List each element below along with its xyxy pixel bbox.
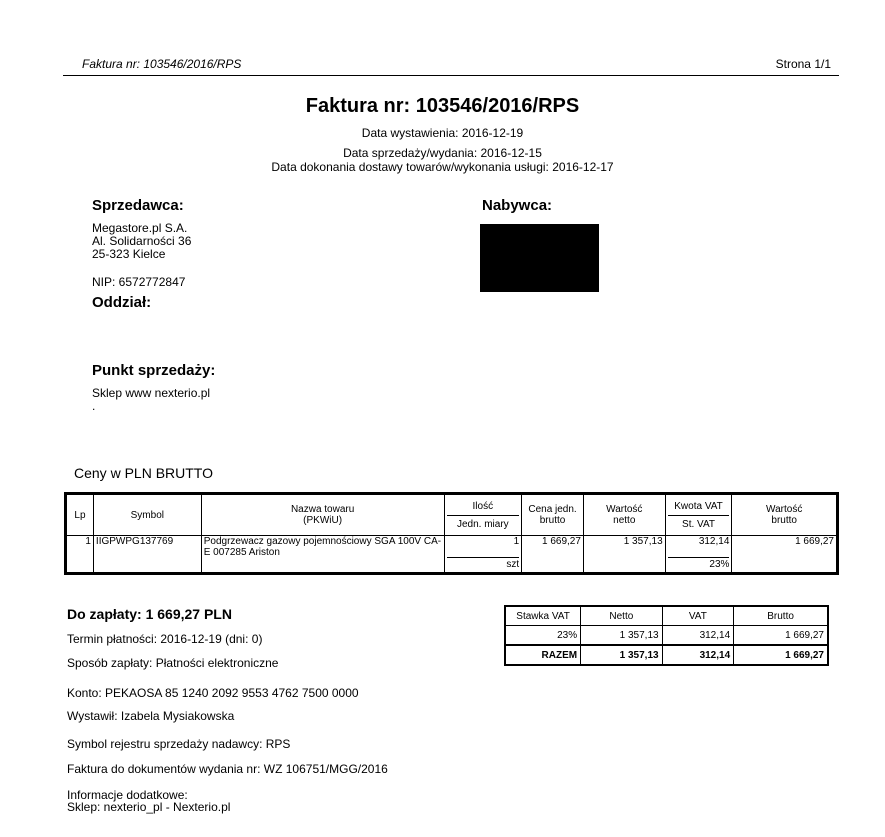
- amount-due: Do zapłaty: 1 669,27 PLN: [67, 606, 232, 622]
- col-name: Nazwa towaru (PKWiU): [201, 494, 444, 536]
- header-invoice-number: Faktura nr: 103546/2016/RPS: [82, 57, 242, 71]
- invoice-title: Faktura nr: 103546/2016/RPS: [305, 95, 580, 117]
- delivery-date: Data dokonania dostawy towarów/wykonania usługi: 2016-12-17: [271, 160, 614, 174]
- table-row: [66, 536, 838, 574]
- issue-date: Data wystawienia: 2016-12-19: [361, 126, 524, 140]
- bank-account: Konto: PEKAOSA 85 1240 2092 9553 4762 7500 0000: [67, 686, 359, 700]
- row-lp: 1: [66, 536, 94, 574]
- redacted-buyer-block: [480, 224, 599, 292]
- row-name: Podgrzewacz gazowy pojemnościowy SGA 100V CA-E 007285 Ariston: [201, 536, 444, 574]
- payment-method: Sposób zapłaty: Płatności elektroniczne: [67, 656, 279, 670]
- col-lp: Lp: [66, 494, 94, 536]
- buyer-heading: Nabywca:: [482, 197, 553, 214]
- row-qty: 1 szt: [444, 536, 522, 574]
- header-page-number: Strona 1/1: [775, 57, 831, 71]
- payment-due-date: Termin płatności: 2016-12-19 (dni: 0): [67, 632, 263, 646]
- seller-name: Megastore.pl S.A.: [92, 221, 188, 235]
- row-gross: 1 669,27: [732, 536, 838, 574]
- vat-summary-table: [504, 605, 829, 666]
- vat-row-vat: 312,14: [662, 626, 734, 646]
- vat-col-gross: Brutto: [734, 606, 828, 626]
- vat-row: [505, 626, 828, 646]
- col-net: Wartość netto: [583, 494, 665, 536]
- vat-col-vat: VAT: [662, 606, 734, 626]
- vat-col-rate: Stawka VAT: [505, 606, 581, 626]
- vat-col-net: Netto: [581, 606, 662, 626]
- vat-total-gross: 1 669,27: [734, 645, 828, 665]
- issued-by: Wystawił: Izabela Mysiakowska: [67, 709, 235, 723]
- items-header-row: [66, 494, 838, 536]
- seller-street: Al. Solidarności 36: [92, 234, 192, 248]
- additional-info: [67, 789, 230, 813]
- vat-row-rate: 23%: [505, 626, 581, 646]
- col-gross: Wartość brutto: [732, 494, 838, 536]
- point-of-sale-heading: Punkt sprzedaży:: [92, 362, 216, 379]
- col-unit-price: Cena jedn. brutto: [522, 494, 584, 536]
- vat-header-row: [505, 606, 828, 626]
- vat-total-vat: 312,14: [662, 645, 734, 665]
- items-table: [64, 492, 839, 575]
- header-divider: [63, 75, 839, 76]
- row-vat: 312,14 23%: [665, 536, 732, 574]
- vat-row-net: 1 357,13: [581, 626, 662, 646]
- col-symbol: Symbol: [93, 494, 201, 536]
- col-qty: Ilość Jedn. miary: [444, 494, 522, 536]
- row-net: 1 357,13: [583, 536, 665, 574]
- seller-heading: Sprzedawca:: [92, 197, 184, 214]
- col-vat: Kwota VAT St. VAT: [665, 494, 732, 536]
- point-of-sale-line1: Sklep www nexterio.pl: [92, 386, 211, 400]
- additional-info-value: Sklep: nexterio_pl - Nexterio.pl: [67, 800, 231, 814]
- vat-total-net: 1 357,13: [581, 645, 662, 665]
- release-documents: Faktura do dokumentów wydania nr: WZ 106751/MGG/2016: [67, 762, 388, 776]
- seller-nip: NIP: 6572772847: [92, 275, 186, 289]
- additional-info-label: Informacje dodatkowe:: [67, 788, 188, 802]
- row-symbol: IIGPWPG137769: [93, 536, 201, 574]
- vat-row-gross: 1 669,27: [734, 626, 828, 646]
- branch-heading: Oddział:: [92, 294, 152, 311]
- sale-date: Data sprzedaży/wydania: 2016-12-15: [343, 146, 542, 160]
- vat-total-label: RAZEM: [505, 645, 581, 665]
- vat-total-row: [505, 645, 828, 665]
- row-unit-price: 1 669,27: [522, 536, 584, 574]
- prices-label: Ceny w PLN BRUTTO: [74, 465, 213, 481]
- register-symbol: Symbol rejestru sprzedaży nadawcy: RPS: [67, 737, 291, 751]
- seller-city: 25-323 Kielce: [92, 247, 166, 261]
- point-of-sale-line2: .: [92, 399, 96, 413]
